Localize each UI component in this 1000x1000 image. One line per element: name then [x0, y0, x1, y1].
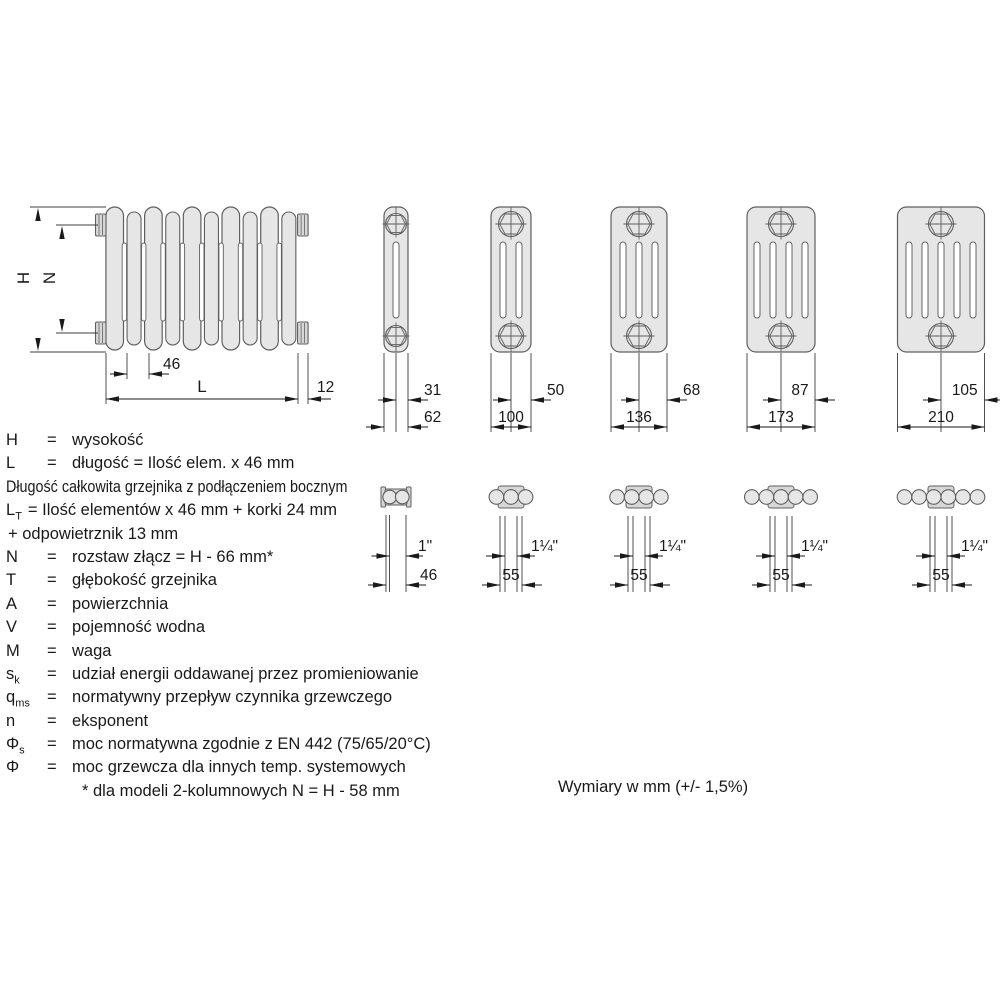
- legend-definition: waga: [72, 641, 112, 660]
- legend-row: [6, 499, 546, 522]
- profile-slot: [922, 242, 928, 318]
- dim-arrow: [768, 397, 781, 402]
- rear-tube: [282, 212, 296, 345]
- legend-symbol: V: [6, 618, 18, 637]
- half-depth-label: 50: [547, 382, 565, 399]
- column-circle: [788, 490, 803, 505]
- thread-label: 1": [418, 538, 433, 555]
- dim-arrow: [762, 553, 775, 558]
- legend-definition: moc grzewcza dla innych temp. systemowych: [72, 758, 406, 777]
- dim-arrow: [972, 424, 985, 429]
- dim-arrow: [308, 396, 321, 401]
- legend-row: [6, 593, 546, 616]
- tube-gap: [238, 243, 242, 321]
- legend-equals: =: [47, 594, 57, 613]
- legend-definition: normatywny przepływ czynnika grzewczego: [72, 688, 393, 707]
- column-circle: [639, 490, 654, 505]
- dim-arrow: [947, 553, 960, 558]
- profile-slot: [786, 242, 792, 318]
- spacing-label: 55: [630, 567, 648, 584]
- legend-row: [6, 686, 546, 709]
- dim-arrow: [626, 397, 639, 402]
- profile-slot: [516, 242, 522, 318]
- dim-arrow: [654, 424, 667, 429]
- dim-arrow: [531, 397, 544, 402]
- profile-slot: [770, 242, 776, 318]
- legend-equals: =: [47, 688, 57, 707]
- column-circle: [926, 490, 941, 505]
- legend-text: Długość całkowita grzejnika z podłączeniem bocznym: [6, 477, 348, 496]
- dim-arrow: [985, 397, 998, 402]
- legend-symbol: $L_T$: [6, 501, 22, 523]
- column-circle: [745, 490, 760, 505]
- depth-label: 62: [424, 409, 442, 426]
- joint-spacing-label: N: [40, 271, 59, 285]
- profile-slot: [652, 242, 658, 318]
- dim-arrow: [383, 397, 396, 402]
- column-circle: [970, 490, 985, 505]
- column-circle: [759, 490, 774, 505]
- dim-arrow: [59, 319, 64, 332]
- legend-row: [6, 452, 546, 475]
- legend-symbol-subscript: T: [15, 510, 22, 523]
- dim-arrow: [792, 582, 805, 587]
- cross-section-6col: [898, 207, 1000, 432]
- legend-row: [6, 569, 546, 592]
- column-circle: [897, 490, 912, 505]
- dim-arrow: [149, 371, 162, 376]
- legend-text: + odpowietrznik 13 mm: [8, 524, 179, 543]
- dim-arrow: [498, 397, 511, 402]
- length-label: L: [197, 377, 207, 396]
- dim-arrow: [815, 397, 828, 402]
- spacing-label: 55: [772, 567, 790, 584]
- legend-symbol: H: [6, 431, 18, 449]
- connection-nipple: [298, 322, 309, 344]
- legend-symbol-subscript: k: [14, 674, 20, 687]
- legend-row: [6, 756, 546, 779]
- thread-label: 1¼": [801, 538, 829, 555]
- front-tube: [183, 207, 201, 350]
- legend-definition: długość = Ilość elem. x 46 mm: [72, 454, 295, 473]
- legend-row: [6, 780, 546, 803]
- legend-row: [6, 546, 546, 569]
- legend-symbol: $q_{ms}$: [6, 688, 30, 710]
- half-depth-label: 31: [424, 382, 442, 399]
- legend-symbol-subscript: ms: [15, 697, 30, 710]
- legend-row: [6, 710, 546, 733]
- half-depth-label: 87: [791, 382, 809, 399]
- legend-equals: =: [47, 735, 57, 754]
- profile-slot: [754, 242, 760, 318]
- dimensions-note: Wymiary w mm (+/- 1,5%): [558, 778, 749, 796]
- legend-symbol-subscript: s: [19, 744, 25, 757]
- dim-arrow: [408, 397, 421, 402]
- legend-symbol: Φ: [6, 758, 20, 777]
- half-depth-label: 105: [951, 382, 978, 399]
- legend-row: [6, 640, 546, 663]
- rear-tube: [204, 212, 218, 345]
- rear-tube: [243, 212, 257, 345]
- legend: [6, 429, 546, 803]
- column-circle: [624, 490, 639, 505]
- column-circle: [654, 490, 669, 505]
- legend-row: [6, 429, 546, 452]
- tube-gap: [142, 243, 146, 321]
- profile-slot: [938, 242, 944, 318]
- tube-gap: [180, 243, 184, 321]
- dim-arrow: [285, 396, 298, 401]
- depth-label: 173: [768, 409, 794, 426]
- front-length-dimensions: [106, 353, 334, 404]
- legend-equals: =: [47, 571, 57, 590]
- spacing-label: 55: [502, 567, 520, 584]
- legend-symbol: N: [6, 547, 18, 566]
- thread-label: 1¼": [531, 538, 559, 555]
- depth-label: 136: [626, 409, 652, 426]
- dim-arrow: [106, 396, 119, 401]
- thread-label: 1¼": [659, 538, 687, 555]
- tube-gap: [258, 243, 262, 321]
- dim-arrow: [35, 338, 40, 351]
- legend-equals: =: [47, 664, 57, 683]
- legend-definition: wysokość: [72, 431, 144, 449]
- legend-equals: =: [47, 758, 57, 777]
- profile-slot: [500, 242, 506, 318]
- profile-slot: [802, 242, 808, 318]
- profile-slot: [970, 242, 976, 318]
- dim-arrow: [787, 553, 800, 558]
- tube-gap: [277, 243, 281, 321]
- legend-equals: =: [47, 547, 57, 566]
- depth-label: 210: [928, 409, 954, 426]
- thread-label: 1¼": [961, 538, 989, 555]
- column-circle: [941, 490, 956, 505]
- legend-row: [6, 476, 546, 499]
- top-view-5col: [745, 486, 829, 592]
- legend-equals: =: [47, 711, 57, 730]
- tube-gap: [200, 243, 204, 321]
- rear-tube: [127, 212, 141, 345]
- dim-arrow: [650, 582, 663, 587]
- legend-row: [6, 616, 546, 639]
- dim-arrow: [114, 371, 127, 376]
- tube-gap: [122, 243, 126, 321]
- top-view-6col: [897, 486, 988, 592]
- legend-text: * dla modeli 2-kolumnowych N = H - 58 mm: [82, 781, 400, 800]
- dim-arrow: [922, 553, 935, 558]
- half-depth-label: 68: [683, 382, 701, 399]
- dim-arrow: [611, 424, 624, 429]
- dim-arrow: [928, 397, 941, 402]
- legend-row: [6, 663, 546, 686]
- rear-tube: [166, 212, 180, 345]
- front-tube: [261, 207, 279, 350]
- dim-arrow: [898, 424, 911, 429]
- tube-gap: [219, 243, 223, 321]
- legend-definition: powierzchnia: [72, 594, 169, 613]
- top-view-4col: [610, 486, 686, 592]
- legend-definition: moc normatywna zgodnie z EN 442 (75/65/20°C): [72, 735, 431, 754]
- legend-definition: eksponent: [72, 711, 149, 730]
- dim-arrow: [917, 582, 930, 587]
- column-circle: [912, 490, 927, 505]
- dim-arrow: [757, 582, 770, 587]
- dim-arrow: [645, 553, 658, 558]
- dim-arrow: [667, 397, 680, 402]
- legend-equals: =: [47, 431, 57, 449]
- spacing-label: 55: [932, 567, 950, 584]
- front-tube: [106, 207, 124, 350]
- column-circle: [774, 490, 789, 505]
- front-tube: [222, 207, 240, 350]
- cross-section-2col: [366, 207, 441, 432]
- cross-section-3col: [491, 207, 565, 432]
- front-tube: [145, 207, 163, 350]
- profile-slot: [954, 242, 960, 318]
- legend-symbol: T: [6, 571, 17, 590]
- dim-arrow: [35, 208, 40, 221]
- spacing-label: 46: [420, 567, 438, 584]
- legend-symbol: L: [6, 454, 16, 473]
- height-dimensions: [14, 207, 106, 352]
- legend-definition: głębokość grzejnika: [72, 571, 217, 590]
- connection-nipple: [298, 214, 309, 236]
- dim-arrow: [59, 226, 64, 239]
- profile-slot: [393, 242, 399, 318]
- legend-symbol: A: [6, 594, 18, 613]
- column-circle: [610, 490, 625, 505]
- side-offset-label: 12: [317, 379, 335, 396]
- legend-symbol: M: [6, 641, 20, 660]
- profile-slot: [636, 242, 642, 318]
- profile-slot: [620, 242, 626, 318]
- profile-slot: [906, 242, 912, 318]
- dim-arrow: [615, 582, 628, 587]
- legend-row: [6, 733, 546, 756]
- legend-definition: udział energii oddawanej przez promieniowanie: [72, 664, 419, 683]
- legend-row: [6, 523, 546, 546]
- dim-arrow: [620, 553, 633, 558]
- cross-section-4col: [611, 207, 700, 432]
- legend-definition: pojemność wodna: [72, 618, 205, 637]
- column-circle: [956, 490, 971, 505]
- legend-definition: rozstaw złącz = H - 66 mm*: [72, 547, 274, 566]
- tube-gap: [161, 243, 165, 321]
- depth-label: 100: [498, 409, 524, 426]
- legend-equals: =: [47, 454, 57, 473]
- dim-arrow: [747, 424, 760, 429]
- dim-arrow: [952, 582, 965, 587]
- legend-symbol: $s_k$: [6, 664, 20, 687]
- height-label: H: [14, 271, 33, 285]
- legend-symbol: n: [6, 711, 16, 730]
- column-circle: [803, 490, 818, 505]
- legend-equals: =: [47, 618, 57, 637]
- front-view: [96, 207, 309, 350]
- legend-symbol: $\Phi_s$: [6, 735, 25, 757]
- cross-section-5col: [747, 207, 835, 432]
- legend-equals: =: [47, 641, 57, 660]
- legend-definition: = Ilość elementów x 46 mm + korki 24 mm: [27, 501, 337, 520]
- dim-arrow: [802, 424, 815, 429]
- element-pitch-label: 46: [163, 356, 181, 373]
